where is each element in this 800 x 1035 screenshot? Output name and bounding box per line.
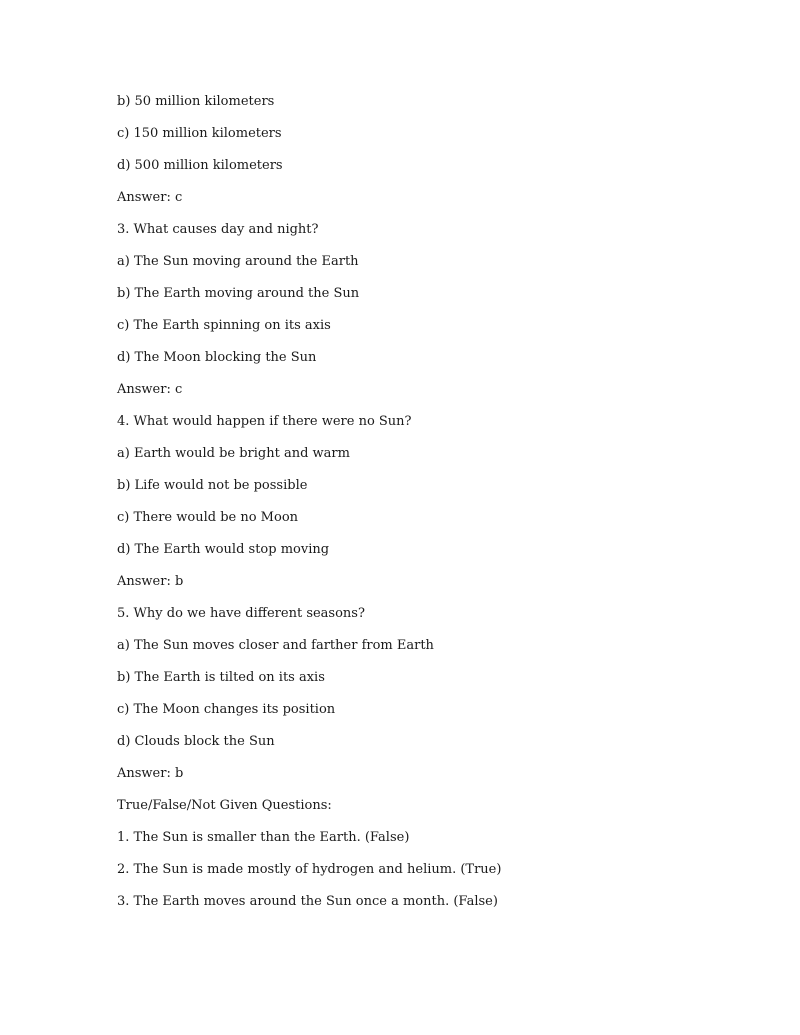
answer-q5: Answer: b — [117, 766, 184, 781]
option-q3-a: a) The Sun moving around the Earth — [117, 254, 359, 269]
option-q2-d: d) 500 million kilometers — [117, 158, 283, 173]
document-body — [117, 92, 717, 924]
tf-statement-3: 3. The Earth moves around the Sun once a month. (False) — [117, 894, 498, 909]
option-q5-b: b) The Earth is tilted on its axis — [117, 670, 325, 685]
option-q2-c: c) 150 million kilometers — [117, 126, 282, 141]
option-q5-c: c) The Moon changes its position — [117, 702, 336, 717]
option-q4-d: d) The Earth would stop moving — [117, 542, 330, 557]
option-q4-a: a) Earth would be bright and warm — [117, 446, 350, 461]
option-q3-c: c) The Earth spinning on its axis — [117, 318, 331, 333]
answer-q4: Answer: b — [117, 574, 184, 589]
option-q4-c: c) There would be no Moon — [117, 510, 299, 525]
option-q3-b: b) The Earth moving around the Sun — [117, 286, 360, 301]
section-heading-true-false: True/False/Not Given Questions: — [117, 798, 332, 813]
tf-statement-1: 1. The Sun is smaller than the Earth. (False) — [117, 830, 410, 845]
answer-q2: Answer: c — [117, 190, 183, 205]
tf-statement-2: 2. The Sun is made mostly of hydrogen and helium. (True) — [117, 862, 502, 877]
option-q5-d: d) Clouds block the Sun — [117, 734, 275, 749]
option-q2-b: b) 50 million kilometers — [117, 94, 275, 109]
question-4: 4. What would happen if there were no Sun? — [117, 414, 412, 429]
question-5: 5. Why do we have different seasons? — [117, 606, 365, 621]
option-q5-a: a) The Sun moves closer and farther from Earth — [117, 638, 434, 653]
option-q4-b: b) Life would not be possible — [117, 478, 308, 493]
answer-q3: Answer: c — [117, 382, 183, 397]
option-q3-d: d) The Moon blocking the Sun — [117, 350, 317, 365]
question-3: 3. What causes day and night? — [117, 222, 319, 237]
